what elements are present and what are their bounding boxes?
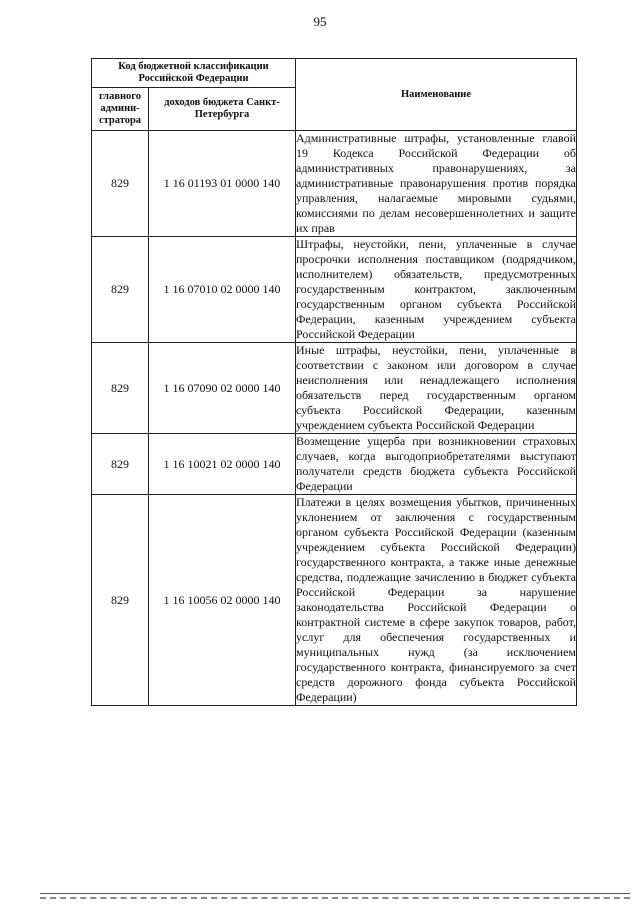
income-code-cell: 1 16 01193 01 0000 140 bbox=[149, 131, 296, 237]
income-code-cell: 1 16 07010 02 0000 140 bbox=[149, 237, 296, 343]
table-row bbox=[92, 495, 577, 706]
admin-code-cell: 829 bbox=[92, 237, 149, 343]
table-row bbox=[92, 237, 577, 343]
table-row bbox=[92, 434, 577, 495]
name-cell: Штрафы, неустойки, пени, уплаченные в случае просрочки исполнения поставщиком (подрядчиком, исполнителем) обязательств, предусмотренных государственным контрактом, заключенным государственным органом субъекта Российской Федерации, казенным учреждением субъекта Российской Федерации bbox=[296, 237, 576, 341]
income-code-cell: 1 16 07090 02 0000 140 bbox=[149, 343, 296, 434]
header-row-top bbox=[92, 59, 577, 88]
name-cell: Возмещение ущерба при возникновении страховых случаев, когда выгодоприобретателями выступают получатели средств бюджета субъекта Российской Федерации bbox=[296, 434, 576, 493]
table-row bbox=[92, 131, 577, 237]
admin-code-cell: 829 bbox=[92, 434, 149, 495]
budget-classification-table bbox=[91, 58, 577, 706]
table-row bbox=[92, 343, 577, 434]
name-cell: Платежи в целях возмещения убытков, причиненных уклонением от заключения с государственным органом субъекта Российской Федерации (казенным учреждением субъекта Российской Федерации) государственного контракта, а также иные денежные средства, подлежащие зачислению в бюджет субъекта Российской Федерации за нарушение законодательства Российской Федерации о контрактной системе в сфере закупок товаров, работ, услуг для обеспечения государственных и муниципальных нужд (за исключением государственного контракта, финансируемого за счет средств дорожного фонда субъекта Российской Федерации) bbox=[296, 495, 576, 704]
income-code-cell: 1 16 10021 02 0000 140 bbox=[149, 434, 296, 495]
admin-code-cell: 829 bbox=[92, 131, 149, 237]
admin-code-cell: 829 bbox=[92, 343, 149, 434]
header-classification-code: Код бюджетной классификации Российской Федерации bbox=[92, 59, 296, 88]
header-income: доходов бюджета Санкт-Петербурга bbox=[149, 88, 296, 131]
admin-code-cell: 829 bbox=[92, 495, 149, 706]
header-name: Наименование bbox=[296, 59, 577, 131]
footer-divider bbox=[40, 893, 630, 894]
footer-scan-edge bbox=[40, 897, 630, 899]
header-admin: главного админи-стратора bbox=[92, 88, 149, 131]
name-cell: Иные штрафы, неустойки, пени, уплаченные в соответствии с законом или договором в случае неисполнения или ненадлежащего исполнения обязательств перед государственным органом субъекта Российской Федерации, казенным учреждением субъекта Российской Федерации bbox=[296, 343, 576, 432]
page-number: 95 bbox=[313, 14, 327, 29]
name-cell: Административные штрафы, установленные главой 19 Кодекса Российской Федерации об административных правонарушениях, за административные правонарушения против порядка управления, налагаемые мировыми судьями, комиссиями по делам несовершеннолетних и защите их прав bbox=[296, 131, 576, 235]
income-code-cell: 1 16 10056 02 0000 140 bbox=[149, 495, 296, 706]
